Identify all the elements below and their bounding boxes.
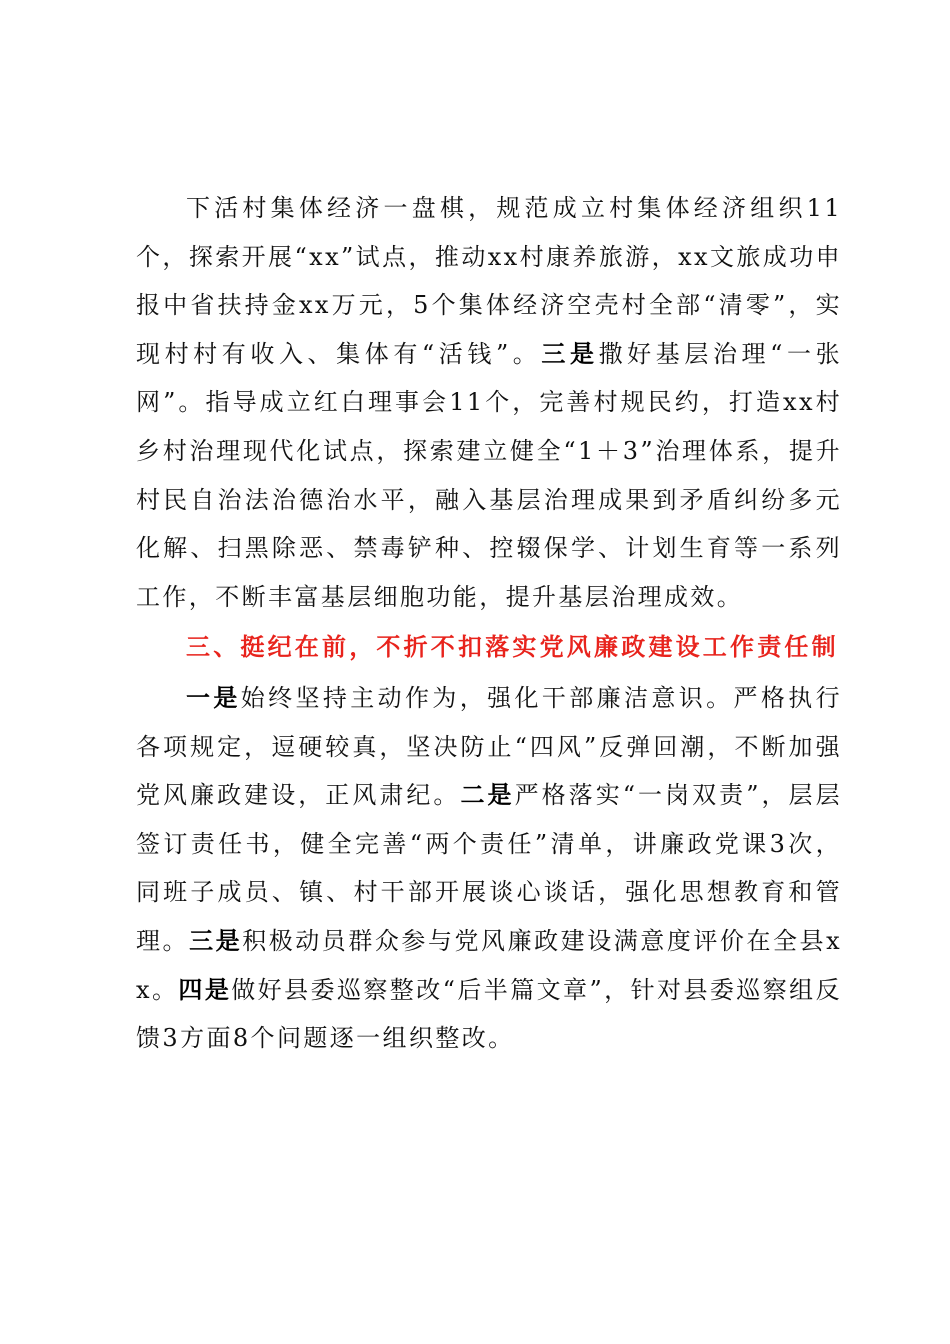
- paragraph-text: 撒好基层治理“一张网”。指导成立红白理事会11个，完善村规民约，打造xx村乡村治理现代化试点，探索建立健全“1＋3”治理体系，提升村民自治法治德治水平，融入基层治理成果到矛盾纠纷多元化解、扫黑除恶、禁毒铲种、控辍保学、计划生育等一系列工作，不断丰富基层细胞功能，提升基层治理成效。: [136, 339, 842, 611]
- paragraph-text: 始终坚持主动作为，强化干部廉洁意识。严格执行各项规定，逗硬较真，坚决防止“四风”反弹回潮，不断加强党风廉政建设，正风肃纪。: [136, 683, 842, 810]
- keyword-third: 三是: [189, 926, 243, 955]
- keyword-third: 三是: [541, 339, 599, 368]
- keyword-first: 一是: [186, 683, 241, 712]
- section-heading: 三、挺纪在前，不折不扣落实党风廉政建设工作责任制: [186, 633, 839, 662]
- paragraph-text: 下活村集体经济一盘棋，规范成立村集体经济组织11个，探索开展“xx”试点，推动xx村康养旅游，xx文旅成功申报中省扶持金xx万元，5个集体经济空壳村全部“清零”，实现村村有收入、集体有“活钱”。: [136, 194, 842, 368]
- paragraph-text: 积极动员群众参与党风廉政建设满意度评价在全县xx。: [136, 926, 843, 1004]
- document-body: [136, 184, 842, 1063]
- paragraph-rural-governance: [136, 184, 842, 621]
- keyword-second: 二是: [460, 781, 515, 810]
- paragraph-text: 严格落实“一岗双责”，层层签订责任书，健全完善“两个责任”清单，讲廉政党课3次，同班子成员、镇、村干部开展谈心谈话，强化思想教育和管理。: [136, 781, 842, 955]
- keyword-fourth: 四是: [178, 975, 232, 1004]
- paragraph-text: 做好县委巡察整改“后半篇文章”，针对县委巡察组反馈3方面8个问题逐一组织整改。: [136, 975, 842, 1053]
- paragraph-party-discipline: [136, 674, 842, 1063]
